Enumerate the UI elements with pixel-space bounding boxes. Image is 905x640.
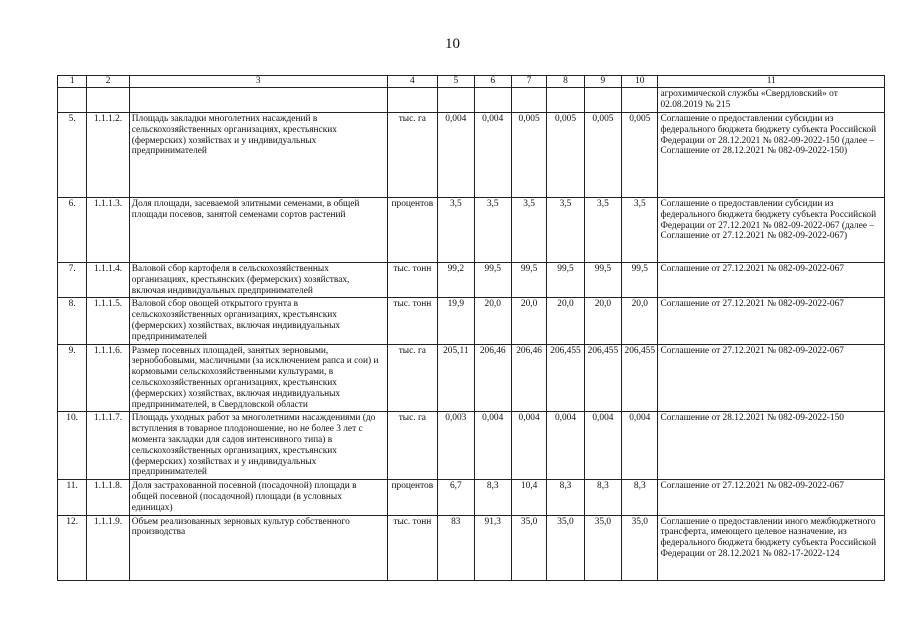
value-cell: 3,5 — [474, 198, 511, 263]
table-row — [58, 198, 885, 263]
empty-cell — [584, 88, 621, 113]
source-cell: Соглашение от 27.12.2021 № 082-09-2022-067 — [658, 263, 885, 298]
value-cell: 20,0 — [584, 298, 621, 344]
empty-cell — [511, 88, 546, 113]
empty-cell — [387, 88, 438, 113]
value-cell: 3,5 — [622, 198, 658, 263]
row-number: 7. — [58, 263, 87, 298]
indicator-name: Валовой сбор картофеля в сельскохозяйственных организациях, крестьянских (фермерских) хозяйствах, включая индивидуальных предпринимателей — [129, 263, 387, 298]
value-cell: 0,005 — [547, 113, 584, 198]
header-cell: 7 — [511, 76, 546, 88]
row-number: 10. — [58, 412, 87, 480]
row-code: 1.1.1.3. — [87, 198, 129, 263]
value-cell: 0,005 — [622, 113, 658, 198]
unit-cell: тыс. га — [387, 412, 438, 480]
value-cell: 8,3 — [584, 480, 621, 515]
indicator-name: Площадь уходных работ за многолетними насаждениями (до вступления в товарное плодоношение, но не более 3 лет с момента закладки для садов интенсивного типа) в сельскохозяйственных организациях, крестьянских (фермерских) хозяйствах и у индивидуальных предпринимателей — [129, 412, 387, 480]
unit-cell: тыс. тонн — [387, 515, 438, 580]
value-cell: 99,5 — [622, 263, 658, 298]
value-cell: 0,004 — [622, 412, 658, 480]
value-cell: 35,0 — [622, 515, 658, 580]
value-cell: 0,004 — [474, 412, 511, 480]
page-number: 10 — [445, 36, 460, 52]
header-cell: 11 — [658, 76, 885, 88]
value-cell: 20,0 — [547, 298, 584, 344]
unit-cell: тыс. га — [387, 344, 438, 412]
value-cell: 20,0 — [474, 298, 511, 344]
row-number: 6. — [58, 198, 87, 263]
source-cell: Соглашение от 27.12.2021 № 082-09-2022-067 — [658, 480, 885, 515]
value-cell: 99,5 — [511, 263, 546, 298]
unit-cell: тыс. тонн — [387, 263, 438, 298]
unit-cell: тыс. га — [387, 113, 438, 198]
row-number: 12. — [58, 515, 87, 580]
value-cell: 35,0 — [547, 515, 584, 580]
value-cell: 0,005 — [584, 113, 621, 198]
value-cell: 19,9 — [438, 298, 474, 344]
value-cell: 0,004 — [474, 113, 511, 198]
indicator-name: Площадь закладки многолетних насаждений в сельскохозяйственных организациях, крестьянских (фермерских) хозяйствах и у индивидуальных предпринимателей — [129, 113, 387, 198]
value-cell: 10,4 — [511, 480, 546, 515]
value-cell: 35,0 — [511, 515, 546, 580]
table-row — [58, 344, 885, 412]
source-cell: Соглашение от 27.12.2021 № 082-09-2022-067 — [658, 298, 885, 344]
row-code: 1.1.1.6. — [87, 344, 129, 412]
value-cell: 99,5 — [474, 263, 511, 298]
table-row — [58, 515, 885, 580]
table-row — [58, 480, 885, 515]
header-row — [58, 76, 885, 88]
table-row — [58, 263, 885, 298]
unit-cell: процентов — [387, 480, 438, 515]
row-code: 1.1.1.7. — [87, 412, 129, 480]
value-cell: 206,455 — [547, 344, 584, 412]
value-cell: 0,004 — [547, 412, 584, 480]
header-cell: 10 — [622, 76, 658, 88]
indicator-name: Доля площади, засеваемой элитными семенами, в общей площади посевов, занятой семенами сортов растений — [129, 198, 387, 263]
empty-cell — [474, 88, 511, 113]
value-cell: 206,455 — [622, 344, 658, 412]
value-cell: 8,3 — [474, 480, 511, 515]
header-cell: 5 — [438, 76, 474, 88]
header-cell: 8 — [547, 76, 584, 88]
unit-cell: тыс. тонн — [387, 298, 438, 344]
source-cell: агрохимической службы «Свердловский» от 02.08.2019 № 215 — [658, 88, 885, 113]
empty-cell — [438, 88, 474, 113]
row-code: 1.1.1.5. — [87, 298, 129, 344]
source-cell: Соглашение о предоставлении субсидии из федерального бюджета бюджету субъекта Российской Федерации от 27.12.2021 № 082-09-2022-067 (далее – Соглашение от 27.12.2021 № 082-09-2022-067) — [658, 198, 885, 263]
row-number: 9. — [58, 344, 87, 412]
empty-cell — [58, 88, 87, 113]
value-cell: 99,5 — [547, 263, 584, 298]
empty-cell — [622, 88, 658, 113]
header-cell: 9 — [584, 76, 621, 88]
value-cell: 8,3 — [622, 480, 658, 515]
row-code: 1.1.1.2. — [87, 113, 129, 198]
row-code: 1.1.1.9. — [87, 515, 129, 580]
empty-cell — [87, 88, 129, 113]
value-cell: 3,5 — [547, 198, 584, 263]
value-cell: 20,0 — [622, 298, 658, 344]
unit-cell: процентов — [387, 198, 438, 263]
empty-cell — [547, 88, 584, 113]
header-cell: 2 — [87, 76, 129, 88]
source-cell: Соглашение от 27.12.2021 № 082-09-2022-067 — [658, 344, 885, 412]
continuation-row — [58, 88, 885, 113]
indicators-table — [57, 75, 885, 581]
value-cell: 3,5 — [584, 198, 621, 263]
value-cell: 206,46 — [474, 344, 511, 412]
value-cell: 0,005 — [511, 113, 546, 198]
value-cell: 99,5 — [584, 263, 621, 298]
source-cell: Соглашение о предоставлении иного межбюджетного трансферта, имеющего целевое назначение, из федерального бюджета бюджету субъекта Российской Федерации от 28.12.2021 № 082-17-2022-124 — [658, 515, 885, 580]
header-cell: 1 — [58, 76, 87, 88]
row-number: 8. — [58, 298, 87, 344]
value-cell: 206,455 — [584, 344, 621, 412]
value-cell: 0,004 — [511, 412, 546, 480]
row-number: 5. — [58, 113, 87, 198]
header-cell: 6 — [474, 76, 511, 88]
table-row — [58, 113, 885, 198]
row-code: 1.1.1.8. — [87, 480, 129, 515]
value-cell: 83 — [438, 515, 474, 580]
header-cell: 4 — [387, 76, 438, 88]
table-row — [58, 298, 885, 344]
value-cell: 6,7 — [438, 480, 474, 515]
value-cell: 35,0 — [584, 515, 621, 580]
value-cell: 0,004 — [438, 113, 474, 198]
value-cell: 0,003 — [438, 412, 474, 480]
source-cell: Соглашение от 28.12.2021 № 082-09-2022-150 — [658, 412, 885, 480]
value-cell: 99,2 — [438, 263, 474, 298]
indicator-name: Объем реализованных зерновых культур собственного производства — [129, 515, 387, 580]
value-cell: 91,3 — [474, 515, 511, 580]
value-cell: 0,004 — [584, 412, 621, 480]
value-cell: 20,0 — [511, 298, 546, 344]
header-cell: 3 — [129, 76, 387, 88]
empty-cell — [129, 88, 387, 113]
table-row — [58, 412, 885, 480]
value-cell: 3,5 — [511, 198, 546, 263]
row-code: 1.1.1.4. — [87, 263, 129, 298]
indicator-name: Валовой сбор овощей открытого грунта в сельскохозяйственных организациях, крестьянских (фермерских) хозяйствах, включая индивидуальных предпринимателей — [129, 298, 387, 344]
indicator-name: Размер посевных площадей, занятых зерновыми, зернобобовыми, масличными (за исключением рапса и сои) и кормовыми сельскохозяйственными культурами, в сельскохозяйственных организациях, крестьянских (фермерских) хозяйствах, включая индивидуальных предпринимателей, в Свердловской области — [129, 344, 387, 412]
value-cell: 8,3 — [547, 480, 584, 515]
row-number: 11. — [58, 480, 87, 515]
source-cell: Соглашение о предоставлении субсидии из федерального бюджета бюджету субъекта Российской Федерации от 28.12.2021 № 082-09-2022-150 (далее – Соглашение от 28.12.2021 № 082-09-2022-150) — [658, 113, 885, 198]
indicator-name: Доля застрахованной посевной (посадочной) площади в общей посевной (посадочной) площади (в условных единицах) — [129, 480, 387, 515]
value-cell: 3,5 — [438, 198, 474, 263]
value-cell: 205,11 — [438, 344, 474, 412]
value-cell: 206,46 — [511, 344, 546, 412]
